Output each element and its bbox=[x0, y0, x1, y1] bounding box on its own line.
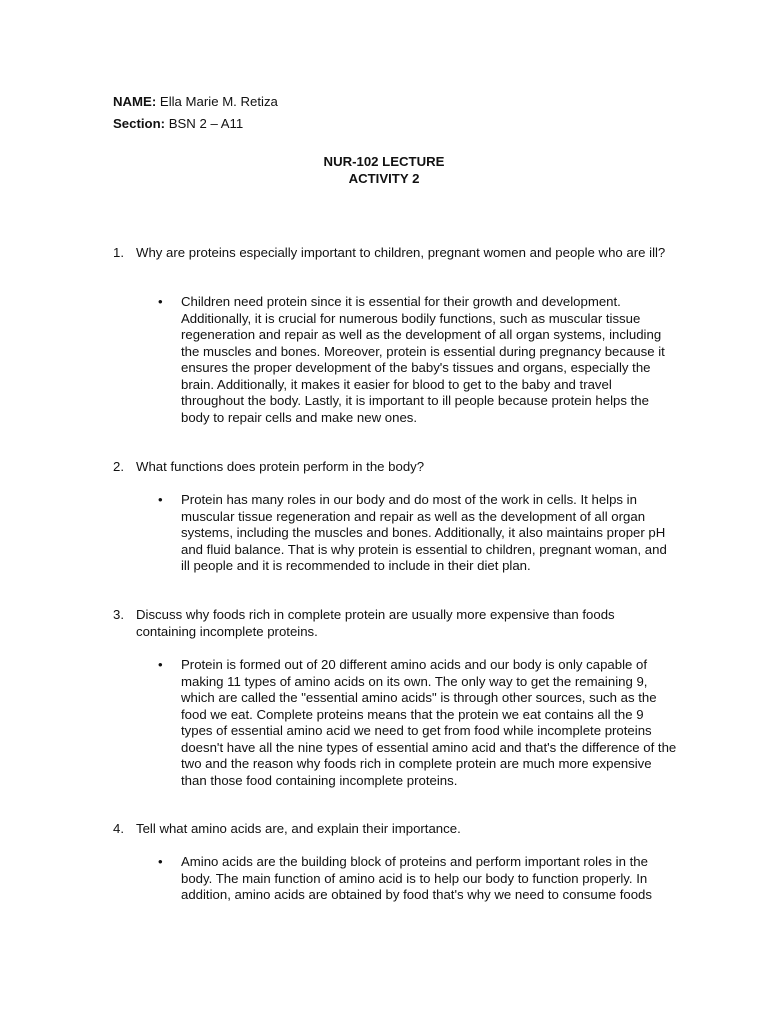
section-label: Section: bbox=[113, 116, 166, 131]
answer-text: Amino acids are the building block of proteins and perform important roles in the body. The main function of amino acid is to help our body to function properly. In addition, amino acids are obtained by food that's why we need to consume foods bbox=[181, 854, 652, 902]
section-value: BSN 2 – A11 bbox=[168, 116, 244, 131]
question-text: Tell what amino acids are, and explain their importance. bbox=[136, 821, 461, 836]
answer-2 bbox=[158, 492, 678, 575]
question-number: 3. bbox=[113, 607, 124, 622]
document-title-line2: ACTIVITY 2 bbox=[348, 171, 420, 186]
document-title-line1: NUR-102 LECTURE bbox=[323, 154, 445, 169]
bullet-icon: • bbox=[158, 657, 163, 672]
answer-3 bbox=[158, 657, 678, 789]
question-text: What functions does protein perform in the body? bbox=[136, 459, 425, 474]
bullet-icon: • bbox=[158, 492, 163, 507]
question-2 bbox=[113, 459, 673, 476]
bullet-icon: • bbox=[158, 294, 163, 309]
name-line bbox=[113, 94, 278, 110]
answer-1 bbox=[158, 294, 678, 426]
answer-text: Protein is formed out of 20 different amino acids and our body is only capable of making 11 types of amino acids on its own. The only way to get the remaining 9, which are called the "essential amino acids" is through other sources, such as the food we eat. Complete proteins means that the protein we eat contains all the 9 types of essential amino acid we need to get from food while incomplete proteins doesn't have all the nine types of essential amino acid and that's the difference of the two and the reason why foods rich in complete protein are much more expensive than those food containing incomplete proteins. bbox=[181, 657, 677, 788]
question-number: 2. bbox=[113, 459, 124, 474]
answer-4 bbox=[158, 854, 678, 904]
question-number: 4. bbox=[113, 821, 124, 836]
question-1 bbox=[113, 245, 673, 262]
question-number: 1. bbox=[113, 245, 124, 260]
question-4 bbox=[113, 821, 673, 838]
answer-text: Protein has many roles in our body and do most of the work in cells. It helps in muscular tissue regeneration and repair as well as the development of all organ systems, including the muscles and bones. Additionally, it also maintains proper pH and fluid balance. That is why protein is essential to children, pregnant woman, and ill people and it is recommended to include in their diet plan. bbox=[181, 492, 667, 573]
bullet-icon: • bbox=[158, 854, 163, 869]
question-3 bbox=[113, 607, 673, 640]
section-line bbox=[113, 116, 243, 132]
name-label: NAME: bbox=[113, 94, 157, 109]
question-text: Why are proteins especially important to children, pregnant women and people who are ill? bbox=[136, 245, 666, 260]
question-text: Discuss why foods rich in complete protein are usually more expensive than foods containing incomplete proteins. bbox=[136, 607, 615, 639]
answer-text: Children need protein since it is essential for their growth and development. Additionally, it is crucial for numerous bodily functions, such as muscular tissue regeneration and repair as well as the development of all organ systems, including the muscles and bones. Moreover, protein is essential during pregnancy because it ensures the proper development of the baby's tissues and organs, especially the brain. Additionally, it makes it easier for blood to get to the baby and travel throughout the body. Lastly, it is important to ill people because protein helps the body to repair cells and make new ones. bbox=[181, 294, 665, 425]
name-value: Ella Marie M. Retiza bbox=[159, 94, 278, 109]
